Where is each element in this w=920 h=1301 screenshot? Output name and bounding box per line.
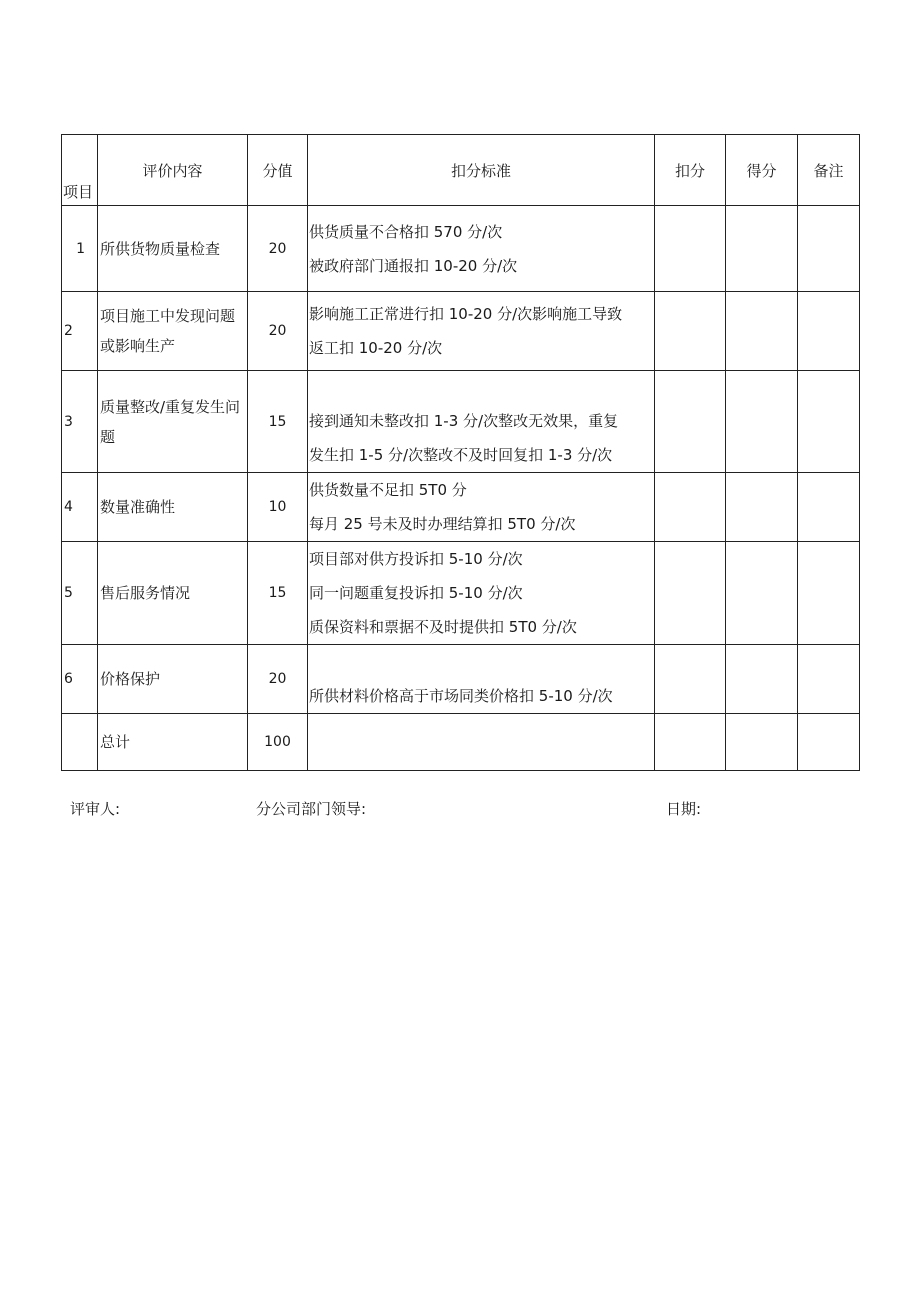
row-remark-cell[interactable] bbox=[798, 371, 860, 473]
evaluation-table bbox=[61, 134, 860, 771]
row-standard: 供货质量不合格扣 570 分/次 被政府部门通报扣 10-20 分/次 bbox=[308, 206, 655, 292]
header-score: 分值 bbox=[248, 135, 308, 206]
row-obtained-cell[interactable] bbox=[726, 645, 798, 714]
row-deduct-cell[interactable] bbox=[655, 542, 726, 645]
row-obtained-cell[interactable] bbox=[726, 714, 798, 771]
row-remark-cell[interactable] bbox=[798, 645, 860, 714]
row-content: 数量准确性 bbox=[98, 473, 248, 542]
date-label: 日期: bbox=[666, 800, 702, 818]
row-obtained-cell[interactable] bbox=[726, 542, 798, 645]
row-remark-cell[interactable] bbox=[798, 292, 860, 371]
row-deduct-cell[interactable] bbox=[655, 473, 726, 542]
row-content: 价格保护 bbox=[98, 645, 248, 714]
row-deduct-cell[interactable] bbox=[655, 206, 726, 292]
row-score: 20 bbox=[248, 645, 308, 714]
row-deduct-cell[interactable] bbox=[655, 371, 726, 473]
table-row bbox=[62, 542, 860, 645]
row-content: 售后服务情况 bbox=[98, 542, 248, 645]
reviewer-label: 评审人: bbox=[70, 800, 121, 818]
table-row bbox=[62, 473, 860, 542]
row-number: 2 bbox=[62, 292, 98, 371]
header-row bbox=[62, 135, 860, 206]
row-score: 20 bbox=[248, 206, 308, 292]
header-content: 评价内容 bbox=[98, 135, 248, 206]
row-content: 项目施工中发现问题或影响生产 bbox=[98, 292, 248, 371]
row-score: 15 bbox=[248, 371, 308, 473]
row-standard: 供货数量不足扣 5T0 分 每月 25 号未及时办理结算扣 5T0 分/次 bbox=[308, 473, 655, 542]
row-content: 总计 bbox=[98, 714, 248, 771]
header-remark: 备注 bbox=[798, 135, 860, 206]
row-obtained-cell[interactable] bbox=[726, 292, 798, 371]
row-score: 100 bbox=[248, 714, 308, 771]
row-number: 5 bbox=[62, 542, 98, 645]
row-score: 20 bbox=[248, 292, 308, 371]
row-standard: 项目部对供方投诉扣 5-10 分/次 同一问题重复投诉扣 5-10 分/次 质保资料和票据不及时提供扣 5T0 分/次 bbox=[308, 542, 655, 645]
table-row bbox=[62, 645, 860, 714]
row-obtained-cell[interactable] bbox=[726, 371, 798, 473]
table-row bbox=[62, 292, 860, 371]
row-number: 4 bbox=[62, 473, 98, 542]
row-deduct-cell[interactable] bbox=[655, 645, 726, 714]
row-number: 6 bbox=[62, 645, 98, 714]
header-obtained: 得分 bbox=[726, 135, 798, 206]
leader-label: 分公司部门领导: bbox=[256, 800, 367, 818]
row-number: 3 bbox=[62, 371, 98, 473]
row-remark-cell[interactable] bbox=[798, 473, 860, 542]
row-score: 10 bbox=[248, 473, 308, 542]
row-score: 15 bbox=[248, 542, 308, 645]
row-content: 质量整改/重复发生问题 bbox=[98, 371, 248, 473]
row-number: 1 bbox=[62, 206, 98, 292]
row-standard bbox=[308, 714, 655, 771]
row-remark-cell[interactable] bbox=[798, 206, 860, 292]
header-project: 项目 bbox=[62, 135, 98, 206]
table-row bbox=[62, 371, 860, 473]
row-number bbox=[62, 714, 98, 771]
table-row-total bbox=[62, 714, 860, 771]
row-remark-cell[interactable] bbox=[798, 542, 860, 645]
header-standard: 扣分标准 bbox=[308, 135, 655, 206]
row-obtained-cell[interactable] bbox=[726, 473, 798, 542]
row-deduct-cell[interactable] bbox=[655, 714, 726, 771]
row-remark-cell[interactable] bbox=[798, 714, 860, 771]
row-standard: 影响施工正常进行扣 10-20 分/次影响施工导致 返工扣 10-20 分/次 bbox=[308, 292, 655, 371]
row-content: 所供货物质量检查 bbox=[98, 206, 248, 292]
header-deduct: 扣分 bbox=[655, 135, 726, 206]
table-row bbox=[62, 206, 860, 292]
row-standard: 接到通知未整改扣 1-3 分/次整改无效果，重复 发生扣 1-5 分/次整改不及时回复扣 1-3 分/次 bbox=[308, 371, 655, 473]
row-deduct-cell[interactable] bbox=[655, 292, 726, 371]
row-standard: 所供材料价格高于市场同类价格扣 5-10 分/次 bbox=[308, 645, 655, 714]
row-obtained-cell[interactable] bbox=[726, 206, 798, 292]
